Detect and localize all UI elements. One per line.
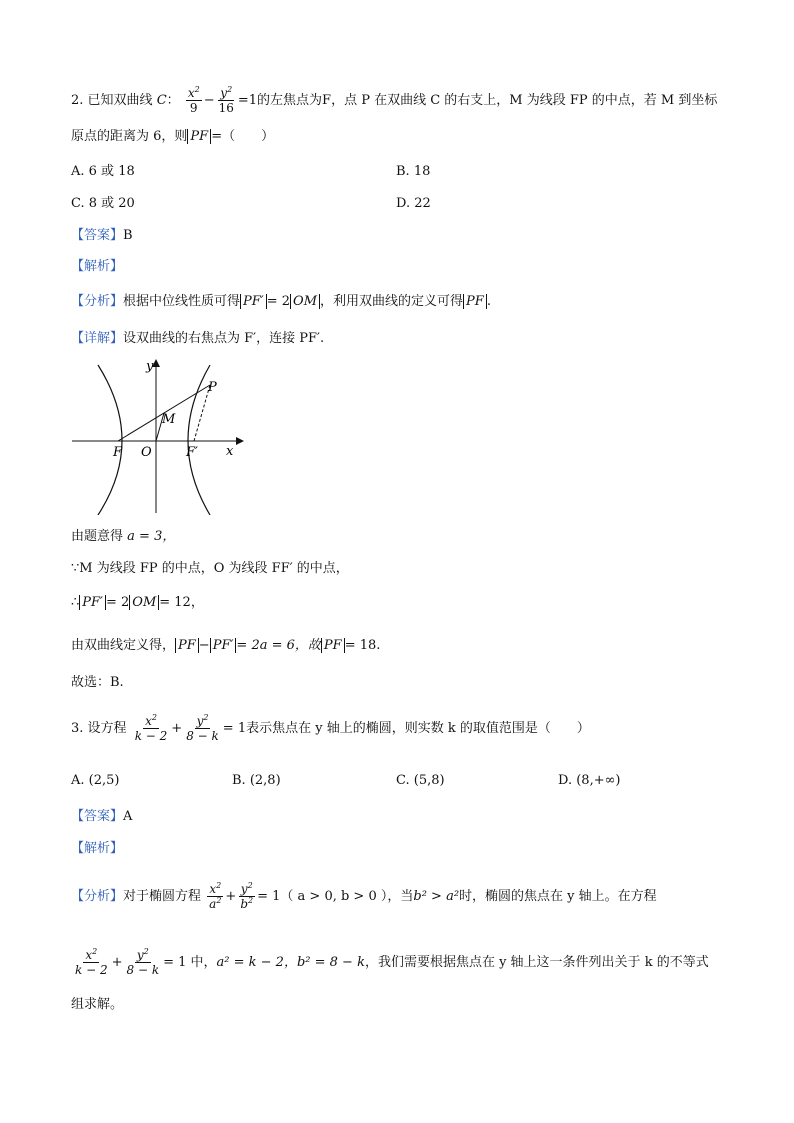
fenxi-text: 对于椭圆方程 (123, 889, 202, 904)
equals-two: = 2 (266, 294, 291, 309)
stem-text: 已知双曲线 (87, 93, 153, 108)
inequality: b² > a² (413, 889, 460, 904)
label-m: M (162, 412, 176, 427)
abs-pf: PF (321, 638, 345, 653)
detail-text: 设双曲线的右焦点为 F′，连接 PF′. (123, 331, 325, 346)
equals-twelve: = 12， (159, 595, 204, 610)
fraction-x2-over-k-2: $\frac{x^2}{k - 2}$ (134, 713, 168, 743)
fenxi-line (71, 293, 491, 311)
left-branch (98, 365, 122, 515)
equals-one: = 1 (222, 721, 247, 736)
curve-name: C (156, 93, 167, 108)
solution-line-2: ∵M 为线段 FP 的中点，O 为线段 FF′ 的中点， (71, 561, 349, 576)
answer-value: A (123, 809, 133, 824)
equals-eighteen: = 18. (344, 638, 381, 653)
fenxi-text: = 1 中， (163, 955, 217, 970)
label-x: x (226, 444, 234, 459)
answer-tag: 【答案】 (71, 809, 124, 824)
numerator: x (187, 86, 195, 100)
minus: − (198, 638, 210, 653)
fenxi-text: 根据中位线性质可得 (123, 294, 241, 309)
abs-pf-prime: PF′ (210, 638, 237, 653)
equals-two: = 2 (106, 595, 130, 610)
fenxi-line-1: 【分析】对于椭圆方程 $\frac{x^2}{a^2}$ + $\frac{y^2}{b^2}$ = 1（ a > 0, b > 0 ），当b² > a²时，椭圆的焦点在 y 轴上。在方程 (71, 881, 657, 911)
denominator: 16 (218, 101, 234, 115)
numerator: y (220, 86, 228, 100)
denominator: 9 (189, 101, 198, 115)
label-f: F (113, 445, 123, 460)
option-b: B. (2,8) (232, 773, 281, 788)
colon: ： (166, 93, 180, 108)
stem-text: 的左焦点为F，点 P 在双曲线 C 的右支上，M 为线段 FP 的中点，若 M 到坐标 (257, 93, 718, 108)
fraction-y2-over-16: $\frac{y^2}{16}$ (218, 85, 234, 115)
fraction-y2-over-8-k: $\frac{y^2}{8 - k}$ (186, 713, 219, 743)
denominator: k − 2 (134, 729, 168, 743)
analysis-tag: 【解析】 (71, 841, 124, 856)
fenxi-text: ，我们需要根据焦点在 y 轴上这一条件列出关于 k 的不等式 (364, 955, 709, 970)
fenxi-line-3: 组求解。 (71, 997, 124, 1012)
abs-pf-prime: PF′ (240, 294, 267, 309)
therefore: ∴ (71, 595, 80, 610)
label-f-prime: F′ (186, 445, 198, 460)
abs-pf: PF (463, 294, 487, 309)
solution-line-4 (71, 637, 380, 655)
abs-om: OM (290, 294, 320, 309)
label-o: O (141, 445, 152, 460)
equation: = 2a = 6，故 (236, 638, 321, 653)
x-axis-arrow (236, 437, 244, 445)
fraction-x2-over-9: $\frac{x^2}{9}$ (187, 85, 200, 115)
abs-pf-prime: PF′ (79, 595, 106, 610)
stem-text: 设方程 (87, 721, 127, 736)
option-a: A. (2,5) (71, 773, 120, 788)
fenxi-tag: 【分析】 (71, 294, 124, 309)
math: a = 3， (127, 529, 176, 544)
fraction-x2-over-a2: $\frac{x^2}{a^2}$ (209, 881, 222, 911)
question-2-stem-line1: 2. 已知双曲线 C： $\frac{x^2}{9}$ − $\frac{y^2}{16}$ =1的左焦点为F，点 P 在双曲线 C 的右支上，M 为线段 FP 的中点，若 M 到坐标 (71, 85, 718, 115)
numerator: x (145, 714, 152, 728)
equation-condition: = 1（ a > 0, b > 0 ），当 (257, 889, 414, 904)
answer-line (71, 808, 132, 826)
answer-value: B (123, 228, 133, 243)
solution-line-3 (71, 594, 204, 612)
numerator: y (196, 714, 204, 728)
fenxi-tag: 【分析】 (71, 889, 124, 904)
option-a: A. 6 或 18 (71, 164, 135, 179)
abs-pf: PF (175, 638, 199, 653)
equations: a² = k − 2，b² = 8 − k (216, 955, 365, 970)
question-2-stem-line2 (71, 128, 274, 146)
fraction-y2-over-b2: $\frac{y^2}{b^2}$ (240, 881, 254, 911)
analysis-tag: 【解析】 (71, 259, 124, 274)
option-c: C. 8 或 20 (71, 196, 135, 211)
choose-line: 故选：B. (71, 675, 124, 690)
stem-text: 表示焦点在 y 轴上的椭圆，则实数 k 的取值范围是（ ） (246, 721, 590, 736)
question-number: 2. (71, 93, 84, 108)
fenxi-line-2: $\frac{x^2}{k - 2}$ + $\frac{y^2}{8 - k}$ = 1 中，a² = k − 2，b² = 8 − k，我们需要根据焦点在 y 轴上这一条件列出关于 k 的不等式 (75, 947, 709, 977)
abs-pf: PF (187, 129, 211, 144)
text: 由题意得 (71, 529, 124, 544)
question-3-stem: 3. 设方程 $\frac{x^2}{k - 2}$ + $\frac{y^2}{8 - k}$ = 1表示焦点在 y 轴上的椭圆，则实数 k 的取值范围是（ ） (71, 713, 590, 743)
answer-line (71, 227, 133, 245)
denominator-a: a (209, 897, 217, 911)
denominator: 8 − k (186, 729, 219, 743)
fraction-y2-over-8-k: $\frac{y^2}{8 - k}$ (126, 947, 160, 977)
denominator-b: b (240, 897, 249, 911)
label-p: P (208, 380, 217, 395)
stem-text: =（ ） (211, 129, 275, 144)
solution-line-1 (71, 528, 175, 546)
fenxi-text: ，利用双曲线的定义可得 (320, 294, 464, 309)
hyperbola-figure (70, 355, 250, 515)
question-number: 3. (71, 721, 84, 736)
text: 由双曲线定义得， (71, 638, 176, 653)
fraction-x2-over-k-2: $\frac{x^2}{k - 2}$ (75, 947, 108, 977)
option-c: C. (5,8) (396, 773, 445, 788)
abs-om: OM (129, 595, 159, 610)
label-y: y (146, 359, 154, 374)
equals-one: =1 (237, 93, 258, 108)
option-d: D. (8,+∞) (558, 773, 621, 788)
option-b: B. 18 (396, 164, 431, 179)
answer-tag: 【答案】 (71, 228, 124, 243)
stem-text: 原点的距离为 6，则 (71, 129, 188, 144)
period: . (486, 294, 491, 309)
detail-tag: 【详解】 (71, 331, 124, 346)
detail-line (71, 330, 324, 348)
fenxi-text: 时，椭圆的焦点在 y 轴上。在方程 (459, 889, 657, 904)
option-d: D. 22 (396, 196, 431, 211)
